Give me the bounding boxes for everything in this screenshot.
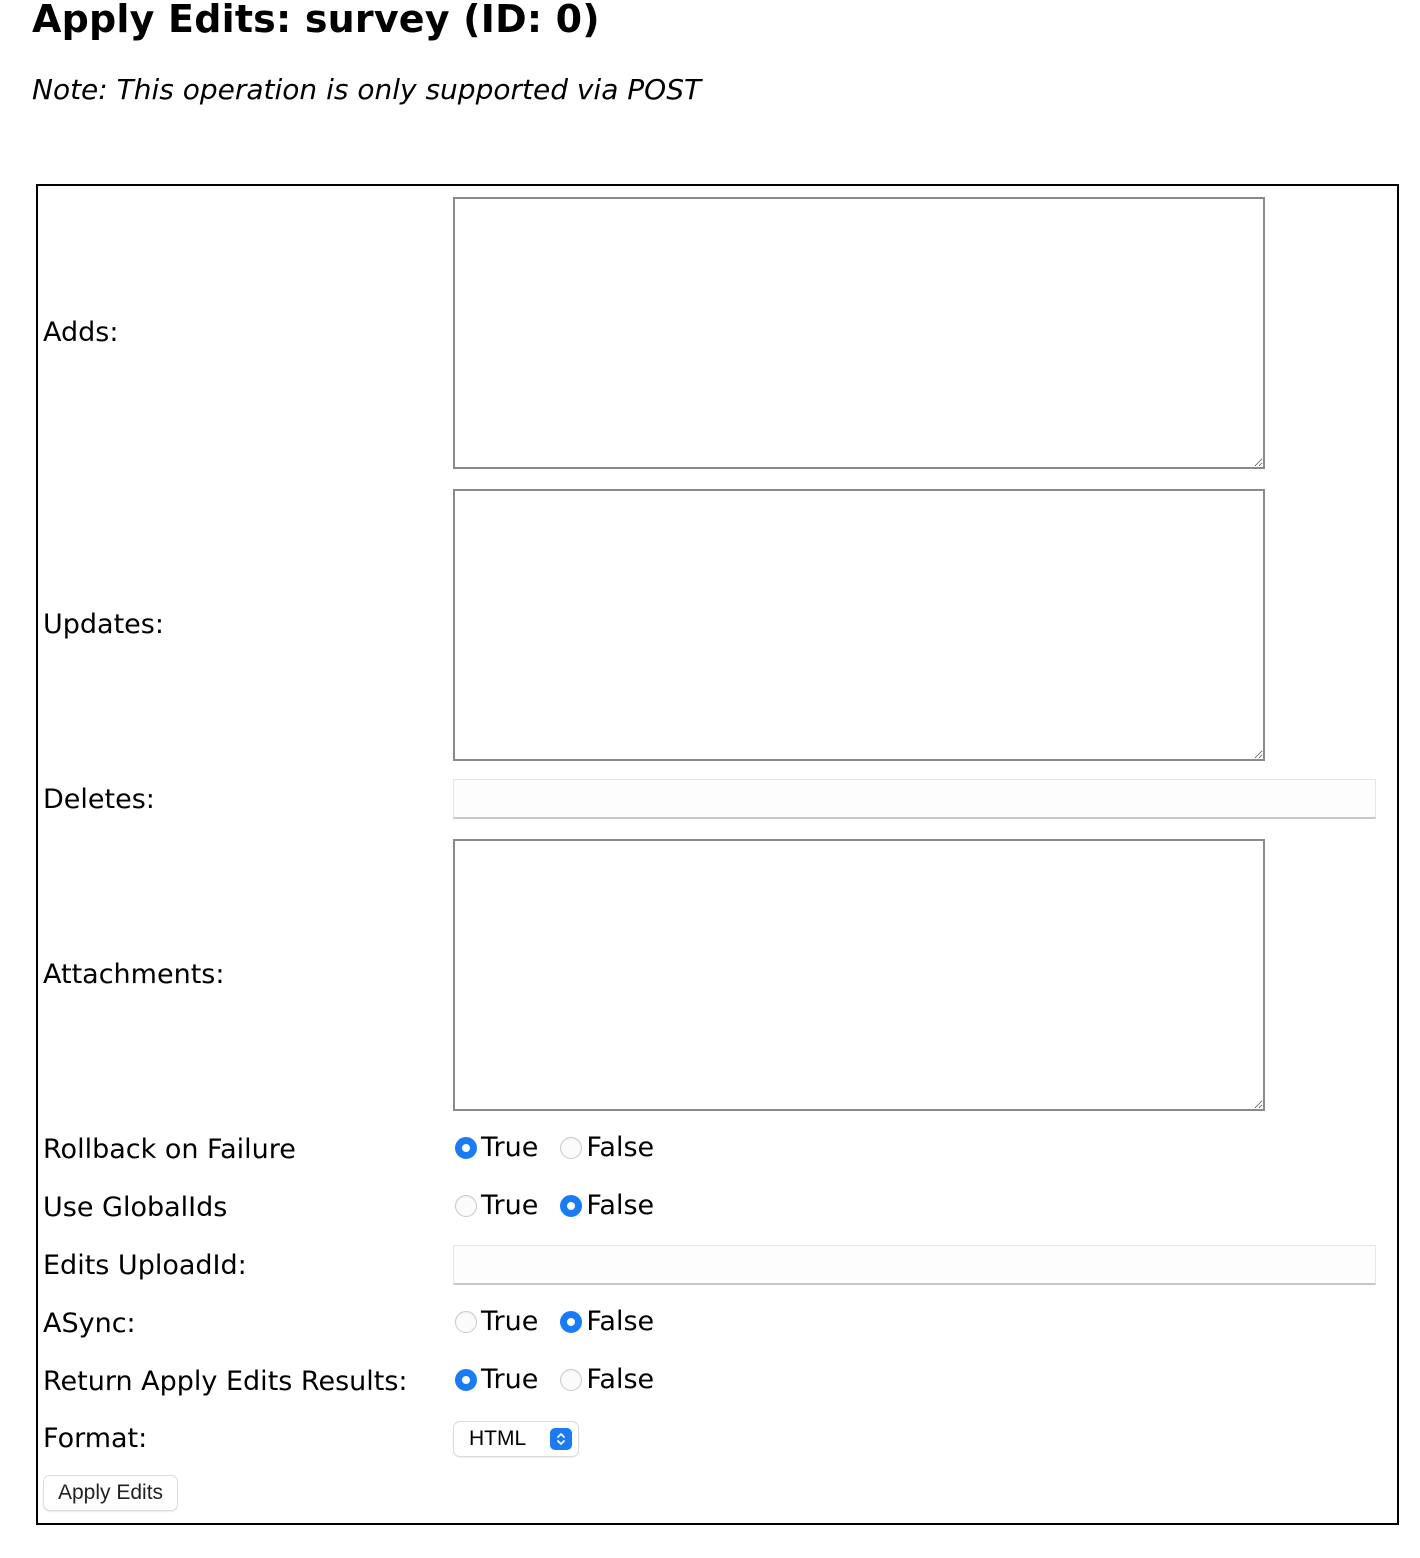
radio-label: False	[586, 1190, 655, 1221]
rollback-on-failure-label: Rollback on Failure	[43, 1134, 296, 1165]
radio-selected-icon	[560, 1195, 582, 1217]
use-global-ids-radio-group	[455, 1189, 676, 1223]
updates-textarea[interactable]	[453, 489, 1265, 761]
edits-upload-id-input[interactable]	[453, 1245, 1376, 1285]
radio-label: True	[481, 1132, 539, 1163]
format-label: Format:	[43, 1423, 148, 1454]
use-global-ids-label: Use GlobalIds	[43, 1192, 228, 1223]
radio-label: False	[586, 1364, 655, 1395]
return-apply-edits-results-label: Return Apply Edits Results:	[43, 1366, 408, 1397]
radio-selected-icon	[455, 1137, 477, 1159]
radio-unselected-icon	[455, 1195, 477, 1217]
format-select[interactable]	[454, 1422, 578, 1456]
deletes-input[interactable]	[453, 779, 1376, 819]
chevron-up-down-icon	[550, 1428, 572, 1450]
radio-label: True	[481, 1190, 539, 1221]
adds-textarea[interactable]	[453, 197, 1265, 469]
radio-label: True	[481, 1306, 539, 1337]
radio-selected-icon	[560, 1311, 582, 1333]
async-false-radio[interactable]	[560, 1305, 654, 1339]
use-global-ids-false-radio[interactable]	[560, 1189, 654, 1223]
use-global-ids-true-radio[interactable]	[455, 1189, 538, 1223]
radio-label: False	[586, 1306, 655, 1337]
format-selected-value: HTML	[469, 1427, 527, 1450]
return-results-true-radio[interactable]	[455, 1363, 538, 1397]
async-label: ASync:	[43, 1308, 136, 1339]
return-results-false-radio[interactable]	[560, 1363, 654, 1397]
async-radio-group	[455, 1305, 676, 1339]
apply-edits-form	[36, 184, 1399, 1525]
return-apply-edits-results-radio-group	[455, 1363, 676, 1397]
radio-unselected-icon	[455, 1311, 477, 1333]
rollback-on-failure-radio-group	[455, 1131, 676, 1165]
post-only-note: Note: This operation is only supported via POST	[32, 73, 702, 106]
radio-unselected-icon	[560, 1369, 582, 1391]
radio-label: True	[481, 1364, 539, 1395]
attachments-label: Attachments:	[43, 959, 225, 990]
deletes-label: Deletes:	[43, 784, 155, 815]
attachments-textarea[interactable]	[453, 839, 1265, 1111]
adds-label: Adds:	[43, 317, 119, 348]
rollback-true-radio[interactable]	[455, 1131, 538, 1165]
apply-edits-button[interactable]: Apply Edits	[44, 1476, 177, 1510]
async-true-radio[interactable]	[455, 1305, 538, 1339]
page-title: Apply Edits: survey (ID: 0)	[32, 0, 600, 41]
radio-selected-icon	[455, 1369, 477, 1391]
updates-label: Updates:	[43, 609, 164, 640]
radio-unselected-icon	[560, 1137, 582, 1159]
rollback-false-radio[interactable]	[560, 1131, 654, 1165]
radio-label: False	[586, 1132, 655, 1163]
edits-upload-id-label: Edits UploadId:	[43, 1250, 247, 1281]
